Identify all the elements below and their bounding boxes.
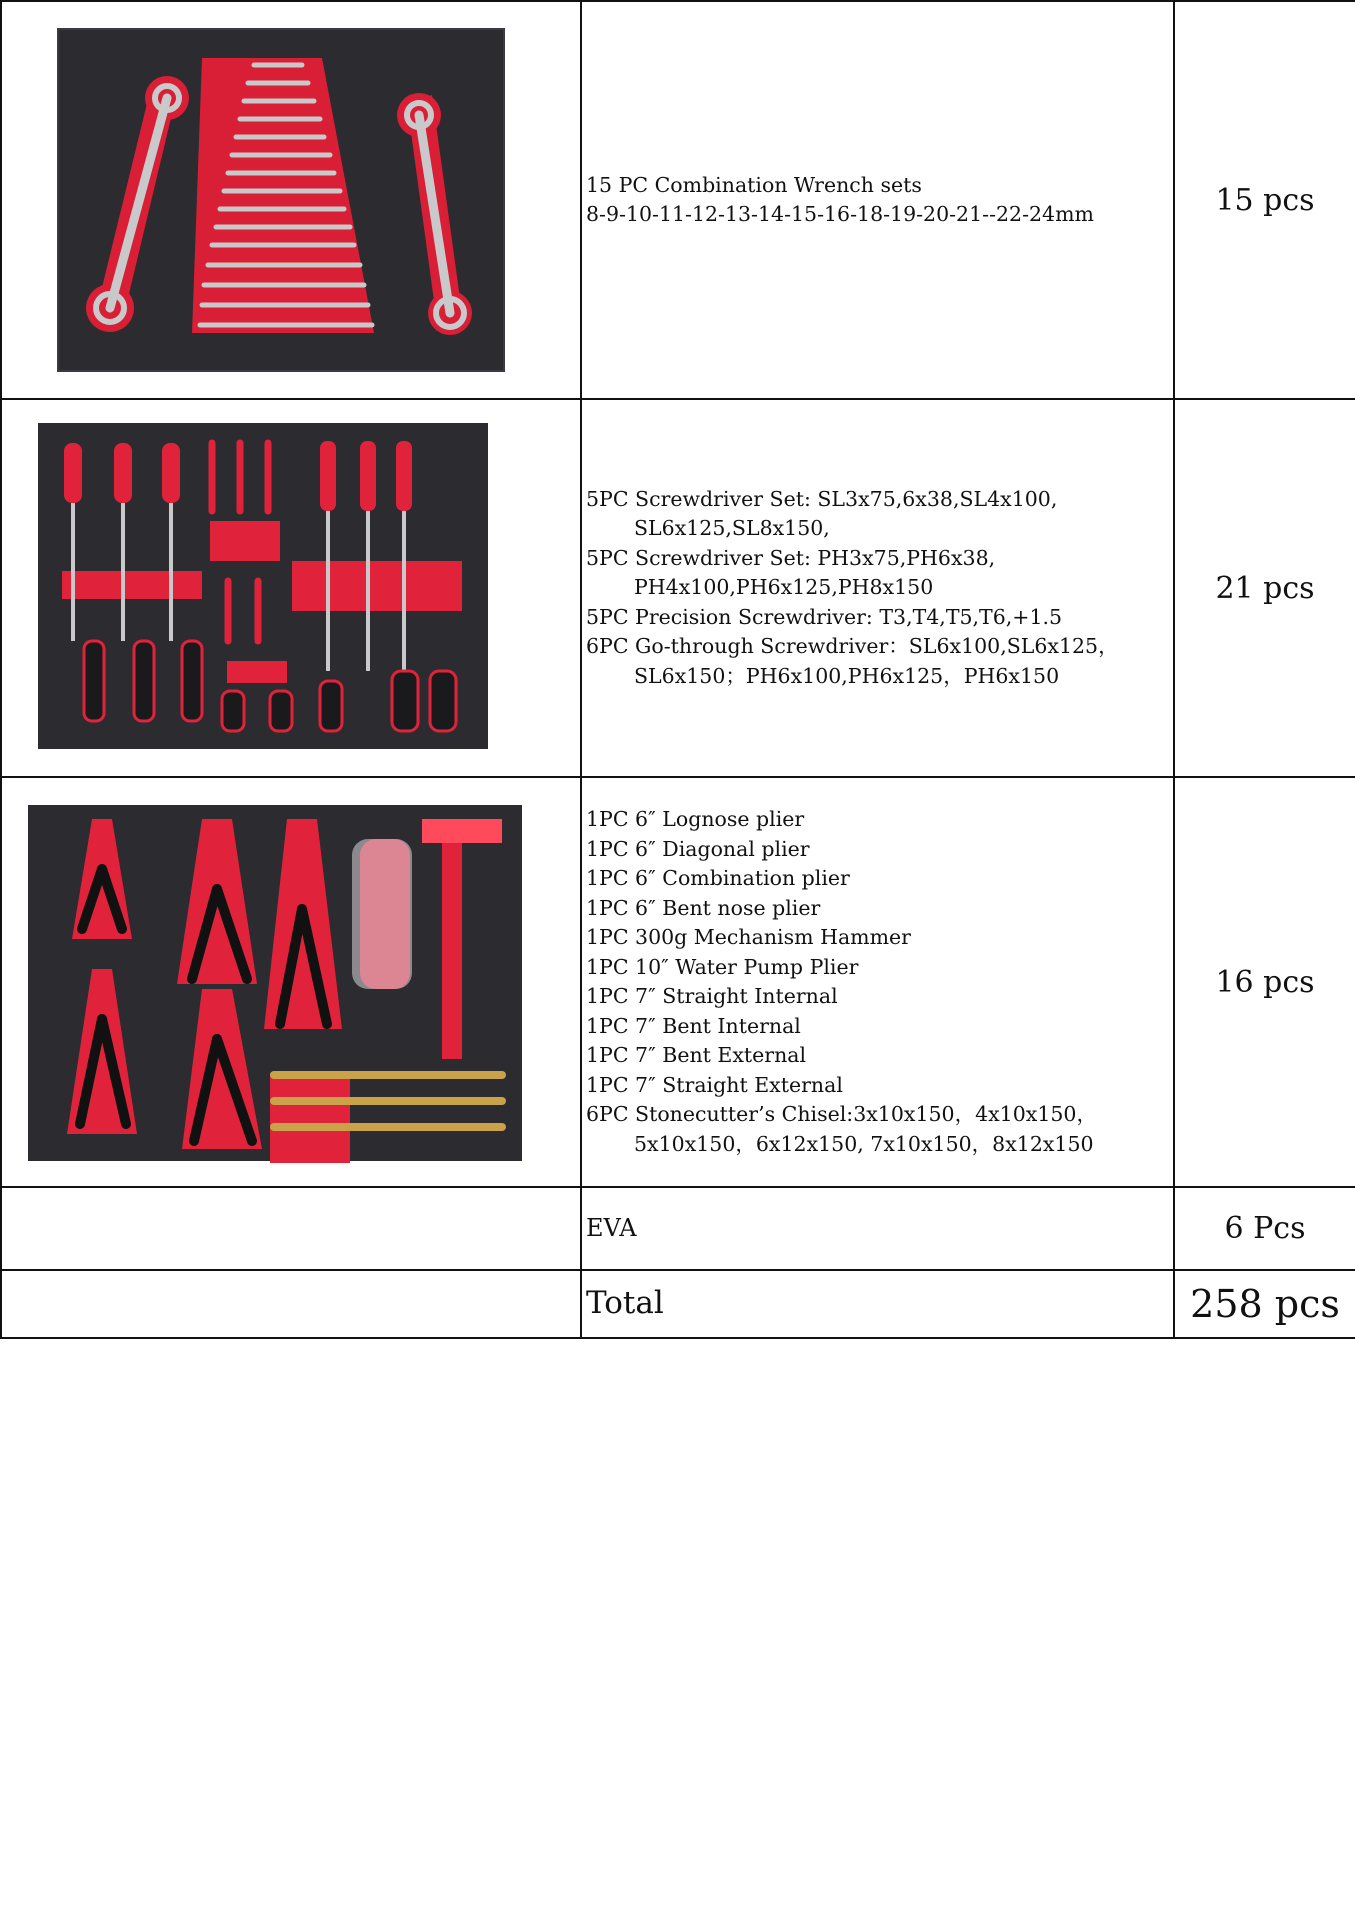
- table-row: [1, 1270, 1355, 1338]
- item-description: [582, 171, 1173, 230]
- image-cell: [1, 777, 581, 1187]
- quantity-cell: 16 pcs: [1174, 777, 1355, 1187]
- description-line: SL6x150；PH6x100,PH6x125，PH6x150: [634, 663, 1060, 688]
- description-line: 6PC Stonecutter’s Chisel:3x10x150，4x10x150，: [586, 1102, 1097, 1126]
- table-row: [1, 399, 1355, 777]
- table-row: [1, 777, 1355, 1187]
- total-label: Total: [586, 1285, 664, 1322]
- description-line: 1PC 300g Mechanism Hammer: [586, 925, 911, 949]
- description-line: 6PC Go-through Screwdriver：SL6x100,SL6x125，: [586, 634, 1119, 659]
- description-line: 1PC 7″ Bent Internal: [586, 1013, 801, 1038]
- table-row: [1, 1, 1355, 399]
- description-line: 5x10x150，6x12x150, 7x10x150，8x12x150: [634, 1131, 1094, 1156]
- description-line: 8-9-10-11-12-13-14-15-16-18-19-20-21--22-24mm: [586, 202, 1094, 226]
- quantity-cell: 21 pcs: [1174, 399, 1355, 777]
- description-line: 1PC 7″ Bent External: [586, 1043, 807, 1067]
- description-cell: [581, 1187, 1174, 1270]
- item-description: [582, 805, 1173, 1159]
- plier-tray-photo: [2, 779, 578, 1185]
- description-line: 5PC Screwdriver Set: SL3x75,6x38,SL4x100,: [586, 486, 1058, 511]
- description-line: PH4x100,PH6x125,PH8x150: [634, 575, 934, 600]
- description-line: 1PC 6″ Bent nose plier: [586, 895, 821, 920]
- description-line: 1PC 7″ Straight External: [586, 1072, 843, 1097]
- description-line: 1PC 10″ Water Pump Plier: [586, 954, 859, 979]
- description-line: 1PC 6″ Diagonal plier: [586, 836, 810, 861]
- description-line: SL6x125,SL8x150,: [634, 516, 830, 541]
- description-line: 5PC Precision Screwdriver: T3,T4,T5,T6,+1.5: [586, 604, 1063, 629]
- quantity-cell: 15 pcs: [1174, 1, 1355, 399]
- description-cell: [581, 399, 1174, 777]
- description-line: 1PC 6″ Combination plier: [586, 866, 850, 890]
- description-cell: [581, 777, 1174, 1187]
- total-quantity: 258 pcs: [1174, 1270, 1355, 1338]
- description-line: 15 PC Combination Wrench sets: [586, 172, 922, 197]
- description-line: 1PC 6″ Lognose plier: [586, 807, 805, 831]
- table-row: [1, 1187, 1355, 1270]
- wrench-tray-photo: [2, 3, 578, 397]
- image-cell: [1, 1, 581, 399]
- description-line: 1PC 7″ Straight Internal: [586, 984, 838, 1008]
- image-cell: [1, 1270, 581, 1338]
- description-cell: [581, 1, 1174, 399]
- item-description: EVA: [586, 1213, 637, 1242]
- description-line: 5PC Screwdriver Set: PH3x75,PH6x38,: [586, 545, 996, 570]
- image-cell: [1, 1187, 581, 1270]
- item-description: [582, 485, 1173, 692]
- description-cell: [581, 1270, 1174, 1338]
- screwdriver-tray-photo: [2, 401, 578, 775]
- quantity-cell: 6 Pcs: [1174, 1187, 1355, 1270]
- image-cell: [1, 399, 581, 777]
